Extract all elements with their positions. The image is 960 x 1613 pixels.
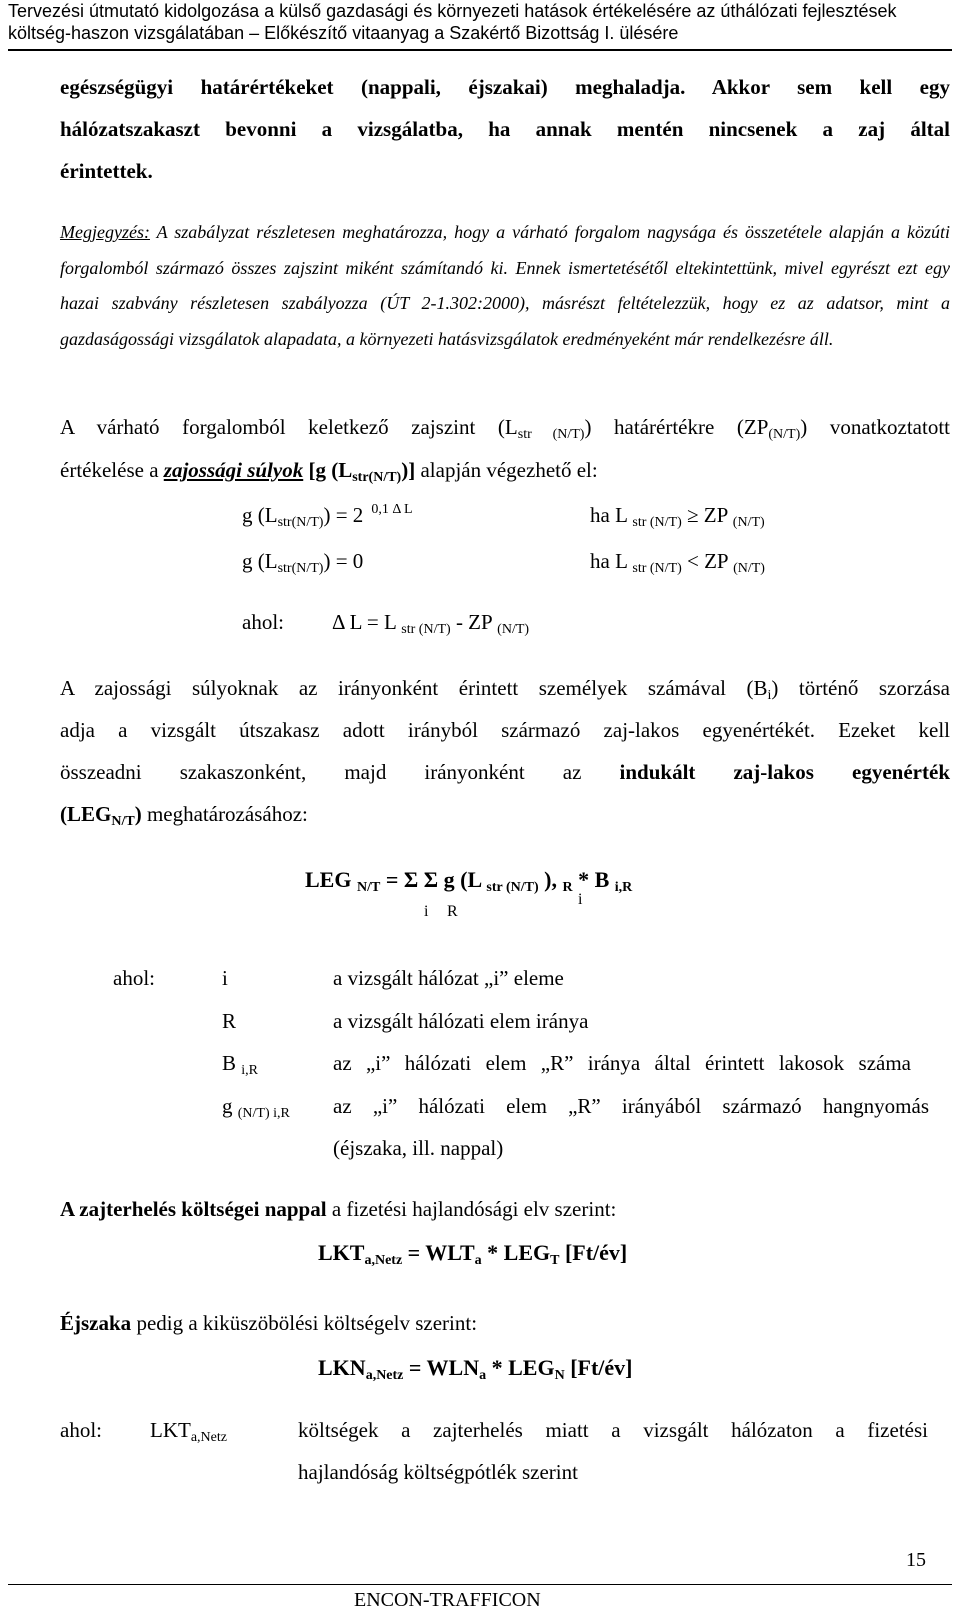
para2-l4-sub: N/T — [111, 814, 135, 829]
note-text: A szabályzat részletesen meghatározza, hogy a várható forgalom nagysága és összetétele alapján a közúti forgalomból származó összes zajszint miként számítandó ki. Ennek ismertetésétől eltekintettünk, mivel egyrészt ezt egy hazai szabvány részletesen szabályozza (ÚT 2-1.302:2000), másrészt feltételezzük, hogy ez az adatsor, mint a gazdaságossági vizsgálatok alapadata, a környezeti hatásvizsgálatok eredményeként már rendelkezésre áll. — [60, 222, 950, 349]
f1-l1-cond-sub: str (N/T) — [632, 515, 682, 530]
footer-rule — [8, 1584, 952, 1585]
para1-formula-open: [g (L — [303, 458, 353, 482]
night-formula — [318, 1355, 632, 1381]
f1-l2-cond-sub: str (N/T) — [632, 561, 682, 576]
f2-b: * B — [572, 867, 610, 892]
def-sym-1-text: i — [222, 966, 228, 990]
formula2-under-i2: i — [578, 891, 583, 908]
formula1-line2-cond — [590, 549, 765, 574]
formula1-line1-left — [242, 503, 413, 528]
formula1-where-def — [332, 610, 529, 635]
f2-sum: = Σ Σ g (L — [380, 867, 481, 892]
running-header-line-2: költség-haszon vizsgálatában – Előkészítő vitaanyag a Szakértő Bizottság I. ülésére — [8, 23, 679, 43]
day-f-lkt-sub: a,Netz — [364, 1253, 403, 1268]
def-sym-3-text: B — [222, 1051, 237, 1075]
para1-sub-a: str (N/T) — [517, 427, 585, 442]
f1-l1-rel-sub: (N/T) — [732, 515, 765, 530]
para2-l1-sub: i — [767, 688, 772, 703]
formula1-where-label: ahol: — [242, 610, 284, 634]
day-f-wlt: = WLT — [402, 1240, 475, 1265]
def-sym-1 — [222, 966, 228, 991]
def-desc-4: az „i” hálózati elem „R” irányából származó hangnyomás — [333, 1094, 929, 1118]
f1-l1-g: g (L — [242, 503, 278, 527]
day-f-leg: * LEG — [481, 1240, 551, 1265]
night-f-leg: * LEG — [486, 1355, 555, 1380]
header-rule — [8, 49, 952, 51]
final-desc-line-2: hajlandóság költségpótlék szerint — [298, 1460, 578, 1484]
def-desc-2: a vizsgált hálózati elem iránya — [333, 1009, 589, 1033]
para2-line-4 — [60, 801, 308, 827]
formula1-line2-left — [242, 549, 363, 574]
f1-where-b: - ZP — [455, 610, 492, 634]
intro-line-1: egészségügyi határértékeket (nappali, éjszakai) meghaladja. Akkor sem kell egy — [60, 75, 950, 99]
formula2-under-r: R — [447, 903, 458, 920]
para2-line-1 — [60, 675, 950, 701]
f1-where-sub2: (N/T) — [497, 622, 530, 637]
para1-line-1 — [60, 414, 950, 440]
f1-l1-cond: ha L — [590, 503, 628, 527]
para2-line-2: adja a vizsgált útszakasz adott irányból származó zaj-lakos egyenértékét. Ezeket kell — [60, 718, 950, 742]
night-f-lkn-sub: a,Netz — [365, 1368, 404, 1383]
day-heading-bold: A zajterhelés költségei nappal — [60, 1197, 327, 1221]
f2-l-sub: str (N/T) — [486, 880, 539, 895]
formula1-line1-cond — [590, 503, 765, 528]
footer-text: ENCON-TRAFFICON — [354, 1589, 541, 1611]
night-f-leg-sub: N — [554, 1368, 565, 1383]
f1-l1-sub: str(N/T) — [277, 515, 324, 530]
f1-l2-sub: str(N/T) — [277, 561, 324, 576]
para2-l1b: ) történő szorzása — [771, 676, 950, 700]
f2-leg: LEG — [305, 867, 352, 892]
page-number: 15 — [906, 1549, 926, 1571]
formula2-main — [305, 867, 632, 893]
def-sym-2-text: R — [222, 1009, 237, 1033]
final-sym-sub: a,Netz — [190, 1430, 227, 1445]
def-sym-2 — [222, 1009, 236, 1034]
def-desc-1: a vizsgált hálózat „i” eleme — [333, 966, 564, 990]
para2-line-3 — [60, 759, 950, 785]
para2-l1a: A zajossági súlyoknak az irányonként érintett személyek számával (B — [60, 676, 768, 700]
para2-l4-bold2: ) — [134, 802, 142, 826]
para1-formula-sub: str(N/T) — [352, 470, 402, 485]
day-formula — [318, 1240, 627, 1266]
f1-where-sub1: str (N/T) — [401, 622, 451, 637]
para1-text-a: A várható forgalomból keletkező zajszint (L — [60, 415, 518, 439]
para1-line-2 — [60, 457, 598, 483]
para1-sub-b: (N/T) — [768, 427, 801, 442]
day-f-lkt: LKT — [318, 1240, 365, 1265]
para1-term: zajossági súlyok — [163, 458, 304, 482]
f1-l1-rel: ≥ ZP — [687, 503, 728, 527]
f1-l2-eq: ) = 0 — [323, 549, 364, 573]
formula2-under-i: i — [424, 903, 429, 920]
day-heading — [60, 1197, 616, 1222]
para1-text-g: alapján végezhető el: — [415, 458, 598, 482]
night-heading-rest: pedig a kiküszöbölési költségelv szerint: — [131, 1311, 478, 1335]
defs-label: ahol: — [113, 966, 155, 990]
para1-text-d: értékelése a — [60, 458, 164, 482]
def-sym-4-sub: (N/T) i,R — [237, 1106, 290, 1121]
night-heading — [60, 1311, 477, 1336]
para2-l4-rest: meghatározásához: — [141, 802, 308, 826]
def-sym-3 — [222, 1051, 258, 1076]
night-f-wln: = WLN — [403, 1355, 480, 1380]
day-f-leg-sub: T — [550, 1253, 560, 1268]
f1-where-a: Δ L = L — [332, 610, 397, 634]
intro-line-3: érintettek. — [60, 159, 153, 183]
final-desc-line-1: költségek a zajterhelés miatt a vizsgált hálózaton a fizetési — [298, 1418, 928, 1442]
night-f-unit: [Ft/év] — [564, 1355, 633, 1380]
f1-l1-exp: 0,1 Δ L — [371, 502, 413, 517]
para2-l4-bold: (LEG — [60, 802, 112, 826]
def-sym-4-text: g — [222, 1094, 233, 1118]
def-sym-3-sub: i,R — [241, 1063, 258, 1078]
day-f-unit: [Ft/év] — [559, 1240, 628, 1265]
def-sym-4 — [222, 1094, 290, 1119]
para2-l3-bold: indukált zaj-lakos egyenérték — [619, 760, 950, 784]
f1-l2-rel: < ZP — [687, 549, 728, 573]
f2-close: ), — [544, 867, 557, 892]
night-heading-bold: Éjszaka — [60, 1311, 132, 1335]
f1-l2-g: g (L — [242, 549, 278, 573]
final-sym-text: LKT — [150, 1418, 191, 1442]
def-desc-4-cont: (éjszaka, ill. nappal) — [333, 1136, 504, 1160]
note-label: Megjegyzés: — [60, 222, 150, 242]
intro-line-2: hálózatszakaszt bevonni a vizsgálatba, ha annak mentén nincsenek a zaj által — [60, 117, 950, 141]
para2-l3a: összeadni szakaszonként, majd irányonként az — [60, 760, 620, 784]
final-label: ahol: — [60, 1418, 102, 1442]
note-paragraph — [60, 215, 950, 357]
night-f-wln-sub: a — [479, 1368, 487, 1383]
para1-text-c: ) vonatkoztatott — [800, 415, 950, 439]
f2-leg-sub: N/T — [356, 880, 381, 895]
para1-formula-close: )] — [401, 458, 416, 482]
def-desc-3: az „i” hálózati elem „R” iránya által érintett lakosok száma — [333, 1051, 911, 1075]
f1-l1-eq: ) = 2 — [323, 503, 364, 527]
day-f-wlt-sub: a — [474, 1253, 482, 1268]
f1-l2-rel-sub: (N/T) — [733, 561, 765, 576]
running-header-line-1: Tervezési útmutató kidolgozása a külső gazdasági és környezeti hatások értékelésére az úthálózati fejlesztések — [8, 1, 897, 21]
f2-b-sub: i,R — [614, 880, 633, 895]
final-sym — [150, 1418, 227, 1443]
f1-l2-cond: ha L — [590, 549, 628, 573]
day-heading-rest: a fizetési hajlandósági elv szerint: — [326, 1197, 617, 1221]
para1-text-b: ) határértékre (ZP — [584, 415, 769, 439]
night-f-lkn: LKN — [318, 1355, 366, 1380]
f2-r-sub: R — [562, 880, 573, 895]
